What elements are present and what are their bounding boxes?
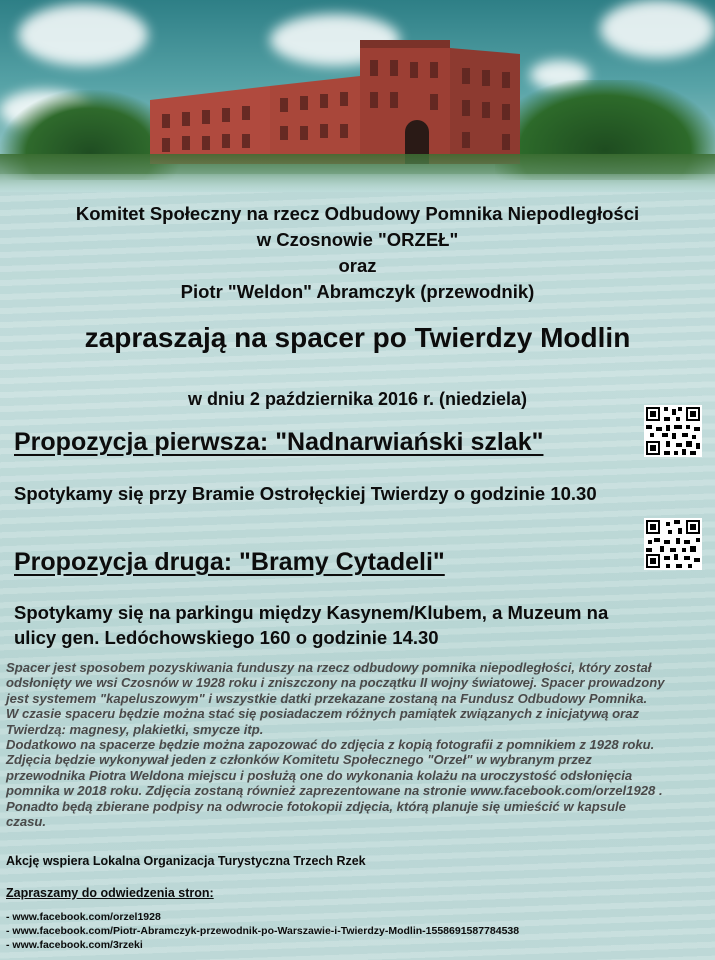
description-line: W czasie spaceru będzie można stać się posiadaczem różnych pamiątek związanych z inicjatywą oraz (6, 706, 640, 722)
proposal-1-heading: Propozycja pierwsza: "Nadnarwiański szlak" (14, 428, 544, 456)
description-line: czasu. (6, 814, 47, 830)
link-orzel1928[interactable]: - www.facebook.com/orzel1928 (6, 911, 161, 923)
organizer-guide: Piotr "Weldon" Abramczyk (przewodnik) (180, 281, 535, 302)
link-list (6, 910, 519, 952)
water-band (0, 174, 715, 192)
cloud-shape (18, 4, 148, 66)
description-line: przewodnika Piotra Weldona miejscu i posłużą one do wykonania kolażu na uroczystość odsłonięcia (6, 767, 633, 783)
description-line: Spacer jest sposobem pozyskiwania funduszy na rzecz odbudowy pomnika niepodległości, który został (6, 660, 652, 675)
link-3rzeki[interactable]: - www.facebook.com/3rzeki (6, 939, 143, 951)
qr-code-icon (644, 405, 702, 457)
proposal-2-meeting (14, 600, 608, 650)
description-paragraph (6, 660, 710, 829)
cloud-shape (600, 0, 715, 58)
visit-heading: Zapraszamy do odwiedzenia stron: (6, 886, 214, 900)
header-image-fortress (0, 0, 715, 192)
qr-code-icon (644, 518, 702, 570)
link-piotr-abramczyk[interactable]: - www.facebook.com/Piotr-Abramczyk-przewodnik-po-Warszawie-i-Twierdzy-Modlin-1558691587784538 (6, 925, 520, 937)
proposal-1-meeting: Spotykamy się przy Bramie Ostrołęckiej Twierdzy o godzinie 10.30 (14, 483, 597, 504)
description-line: odsłonięty we wsi Czosnów w 1928 roku i zniszczony na początku II wojny światowej. Spacer prowadzony (6, 675, 665, 691)
support-note: Akcję wspiera Lokalna Organizacja Turystyczna Trzech Rzek (6, 854, 366, 868)
proposal-2-meeting-line-2: ulicy gen. Ledóchowskiego 160 o godzinie 14.30 (14, 627, 439, 648)
description-line: Twierdzą: magnesy, plakietki, smycze itp. (6, 721, 264, 737)
description-line: Ponadto będą zbierane podpisy na odwrocie fotokopii zdjęcia, którą planuje się umieścić w kapsule (6, 798, 626, 814)
event-date: w dniu 2 października 2016 r. (niedziela) (187, 389, 528, 409)
fortress-ruin (150, 36, 530, 170)
organizer-conjunction: oraz (338, 255, 377, 276)
description-line: jest systemem "kapeluszowym" i wszystkie datki przekazane zostaną na Fundusz Odbudowy Pomnika. (6, 690, 648, 706)
proposal-2-meeting-line-1: Spotykamy się na parkingu między Kasynem/Klubem, a Muzeum na (14, 602, 609, 623)
description-line: pomnika w 2018 roku. Zdjęcia zostaną również zaprezentowane na stronie www.facebook.com/orzel1928 . (6, 783, 663, 799)
description-line: Zdjęcia będzie wykonywał jeden z członków Komitetu Społecznego "Orzeł" w wybranym przez (6, 752, 592, 768)
proposal-2-heading: Propozycja druga: "Bramy Cytadeli" (14, 548, 445, 576)
organizer-line-1: Komitet Społeczny na rzecz Odbudowy Pomnika Niepodległości (75, 203, 640, 224)
description-line: Dodatkowo na spacerze będzie można zapozować do zdjęcia z kopią fotografii z pomnikiem z 1928 roku. (6, 737, 655, 753)
organizer-line-2: w Czosnowie "ORZEŁ" (256, 229, 459, 250)
event-title: zapraszają na spacer po Twierdzy Modlin (84, 322, 631, 353)
